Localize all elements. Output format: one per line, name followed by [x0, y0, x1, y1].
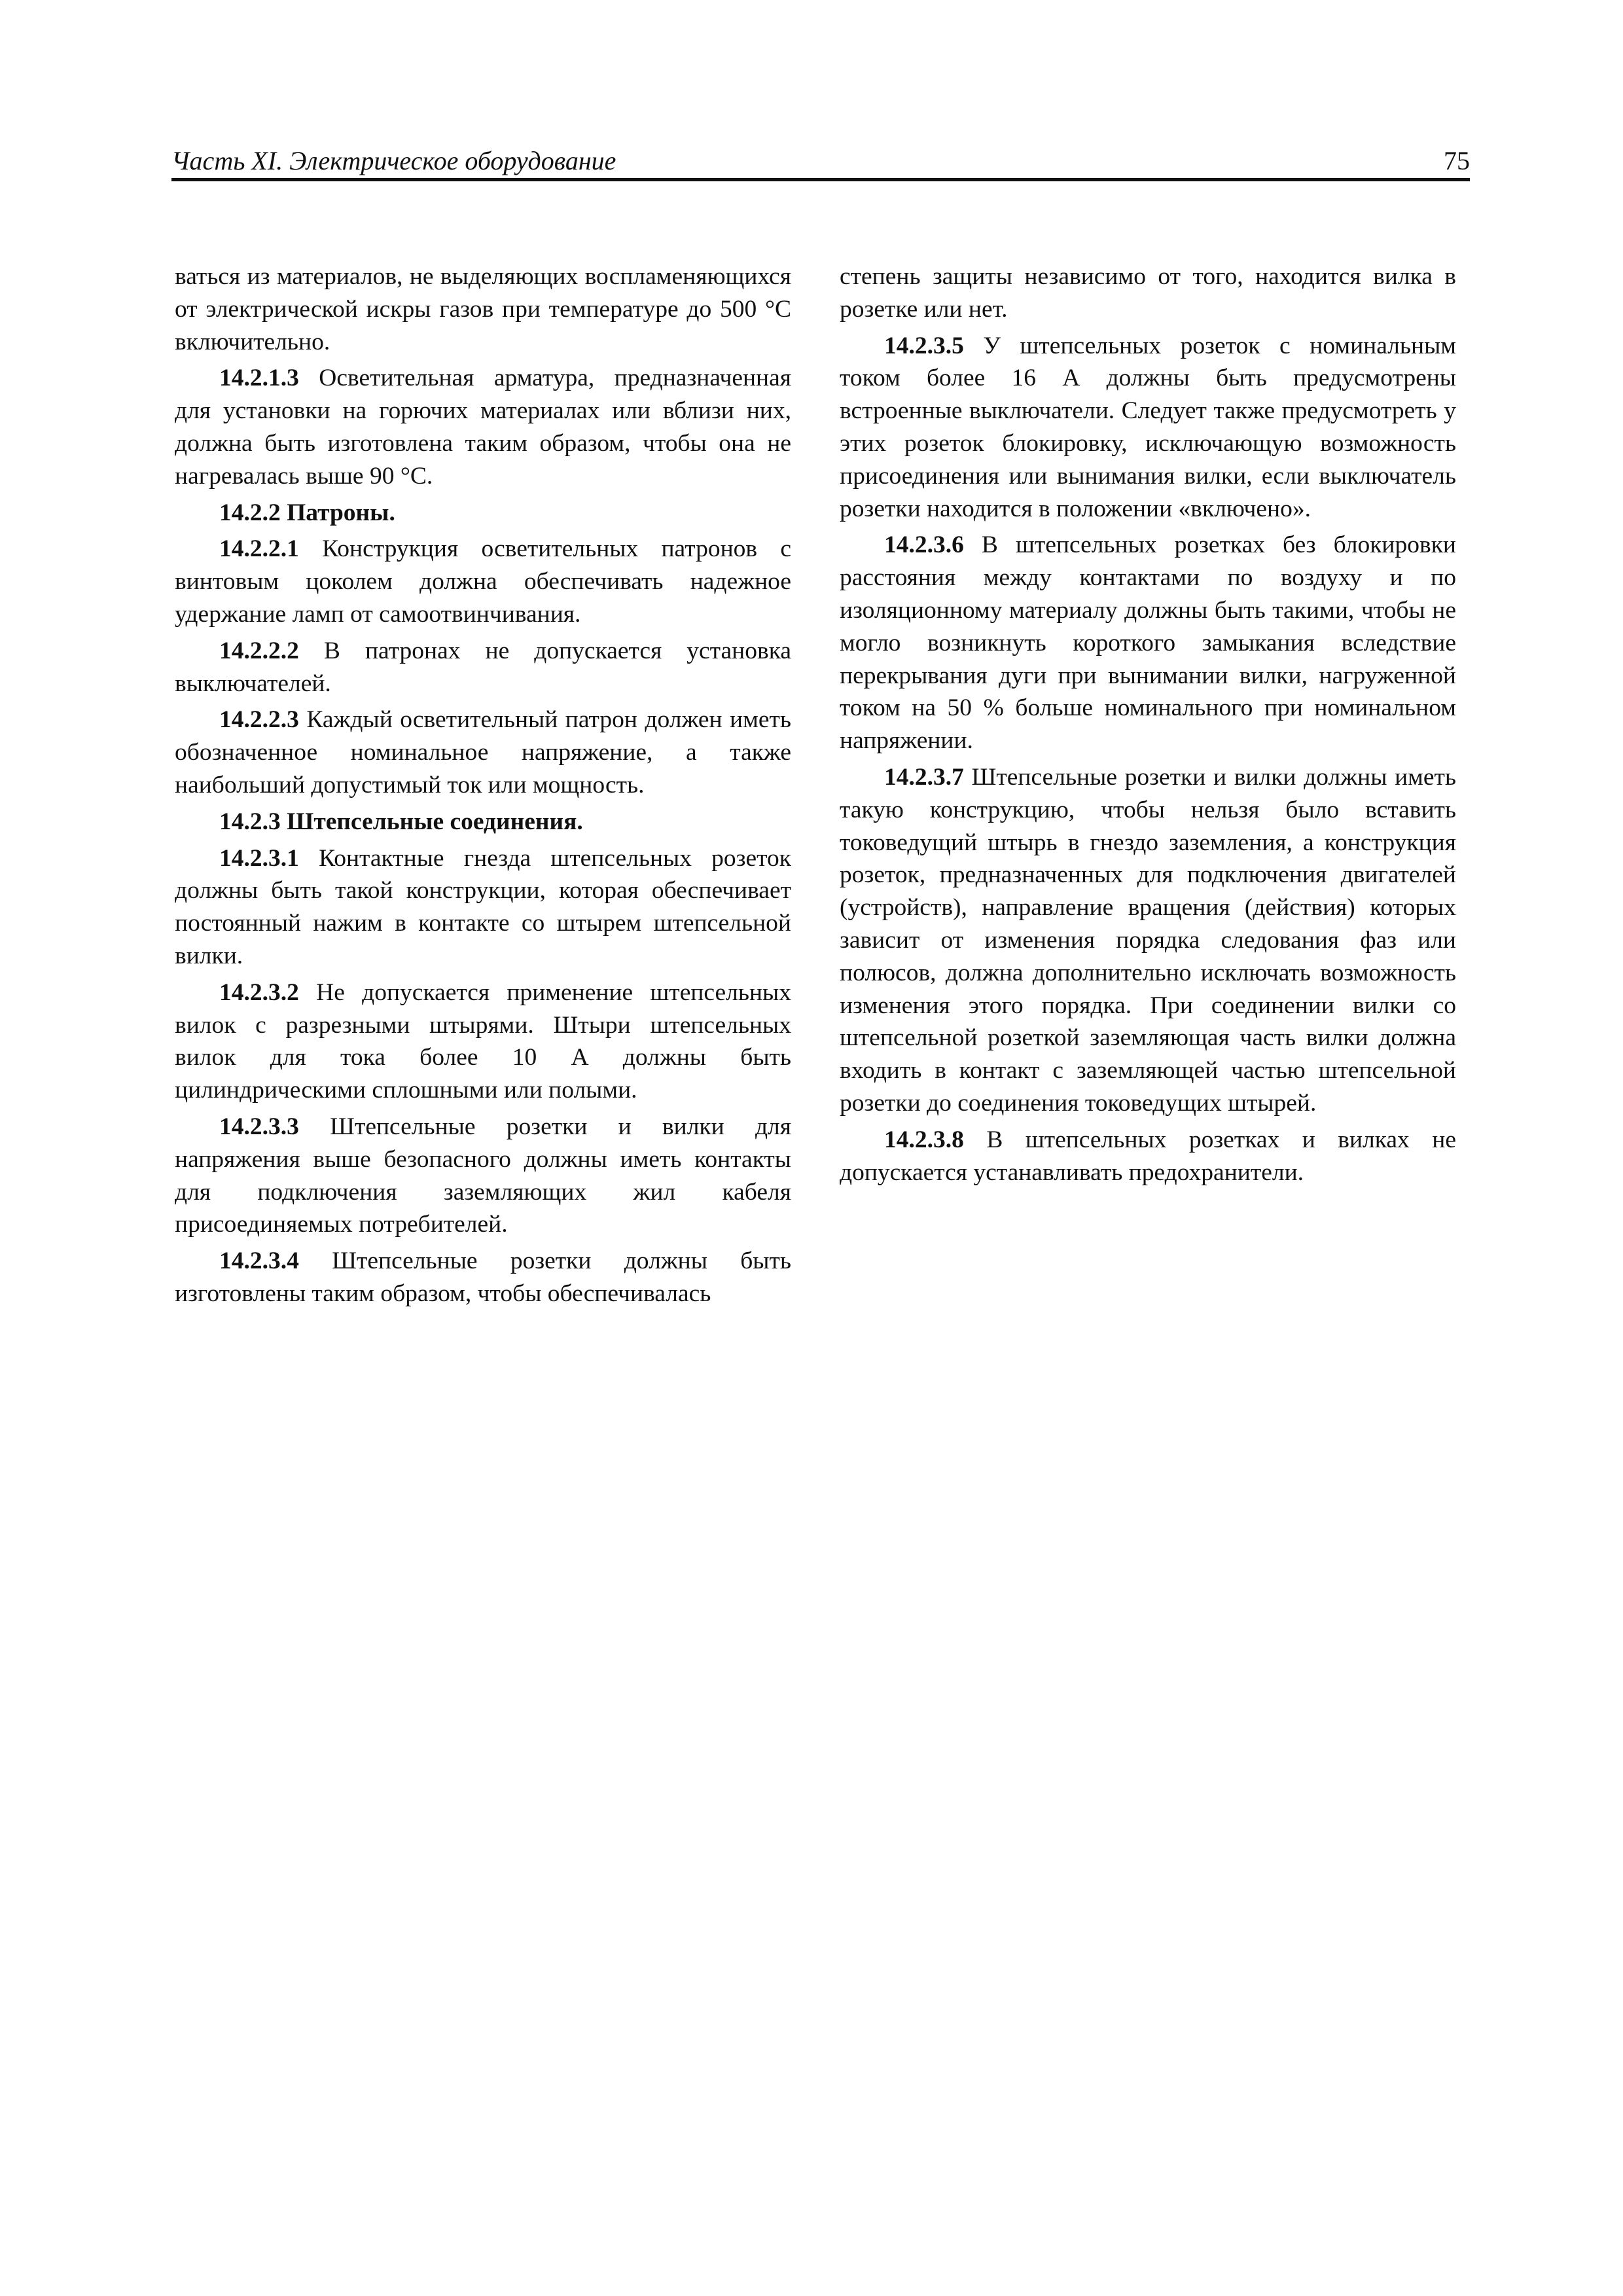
section-number: 14.2.3.2: [219, 978, 299, 1006]
paragraph-14-2-2-2: [175, 635, 791, 700]
left-column: [175, 260, 791, 1314]
section-number: 14.2.3.6: [884, 531, 964, 559]
paragraph-text: Каждый осветительный патрон должен иметь обозначенное номинальное напряжение, а также наибольший допустимый ток или мощность.: [175, 706, 791, 798]
section-heading-14-2-2: [175, 497, 791, 529]
section-heading-14-2-3: [175, 806, 791, 838]
paragraph-14-2-3-4: [175, 1245, 791, 1310]
paragraph-14-2-3-2: [175, 977, 791, 1107]
right-column: [840, 260, 1456, 1193]
section-number: 14.2.2.3: [219, 706, 299, 734]
paragraph-text: Штепсельные розетки должны быть изготовлены таким образом, чтобы обеспечивалась: [175, 1247, 791, 1307]
paragraph-text: Штепсельные розетки и вилки для напряжения выше безопасного должны иметь контакты для подключения заземляющих жил кабеля присоединяемых потребителей.: [175, 1113, 791, 1238]
paragraph-text: Штепсельные розетки и вилки должны иметь такую конструкцию, чтобы нельзя было вставить токоведущий штырь в гнездо заземления, а конструкция розеток, предназначенных для подключения двигателей (устройств), направление вращения (действия) которых зависит от изменения порядка следования фаз или полюсов, должна дополнительно исключать возможность изменения этого порядка. При соединении вилки со штепсельной розеткой заземляющая часть вилки должна входить в контакт с заземляющей частью штепсельной розетки до соединения токоведущих штырей.: [840, 763, 1456, 1117]
paragraph-14-2-3-8: [840, 1124, 1456, 1189]
paragraph: ваться из материалов, не выделяющих воспламеняющихся от электрической искры газов при температуре до 500 °С включительно.: [175, 263, 791, 355]
paragraph-14-2-2-3: [175, 704, 791, 801]
paragraph-text: В штепсельных розетках без блокировки расстояния между контактами по воздуху и по изоляционному материалу должны быть такими, чтобы не могло возникнуть короткого замыкания вследствие перекрывания дуги при вынимании вилки, нагруженной током на 50 % больше номинального при номинальном напряжении.: [840, 531, 1456, 755]
section-number: 14.2.2.2: [219, 637, 299, 664]
paragraph-text: Контактные гнезда штепсельных розеток должны быть такой конструкции, которая обеспечивает постоянный нажим в контакте со штырем штепсельной вилки.: [175, 844, 791, 969]
paragraph-14-2-3-5: [840, 330, 1456, 526]
section-title: атроны.: [306, 499, 395, 526]
paragraph-text: Не допускается применение штепсельных вилок с разрезными штырями. Штыри штепсельных вилок для тока более 10 А должны быть цилиндрическими сплошными или полыми.: [175, 978, 791, 1104]
running-header: [171, 143, 1470, 179]
section-number: 14.2.3.8: [884, 1126, 964, 1153]
header-rule: [171, 178, 1470, 181]
paragraph-14-2-2-1: [175, 533, 791, 630]
paragraph-14-2-3-3: [175, 1111, 791, 1241]
section-number: 14.2.3 Ш: [219, 808, 314, 835]
section-number: 14.2.3.4: [219, 1247, 299, 1275]
section-number: 14.2.3.7: [884, 763, 964, 791]
paragraph-14-2-3-6: [840, 529, 1456, 757]
paragraph: степень защиты независимо от того, находится вилка в розетке или нет.: [840, 263, 1456, 323]
section-number: 14.2.3.1: [219, 844, 299, 872]
page-number: 75: [1444, 146, 1470, 175]
paragraph-text: Осветительная арматура, предназначенная для установки на горючих материалах или вблизи них, должна быть изготовлена таким образом, чтобы она не нагревалась выше 90 °С.: [175, 365, 791, 490]
paragraph-14-2-1-3: [175, 362, 791, 492]
section-number: 14.2.2 П: [219, 499, 306, 526]
paragraph-14-2-3-7: [840, 761, 1456, 1120]
section-number: 14.2.3.5: [884, 332, 964, 359]
section-number: 14.2.2.1: [219, 535, 299, 563]
paragraph-text: У штепсельных розеток с номинальным током более 16 А должны быть предусмотрены встроенные выключатели. Следует также предусмотреть у этих розеток блокировку, исключающую возможность присоединения или вынимания вилки, если выключатель розетки находится в положении «включено».: [840, 332, 1456, 522]
paragraph-text: В штепсельных розетках и вилках не допускается устанавливать предохранители.: [840, 1126, 1456, 1186]
paragraph-text: Конструкция осветительных патронов с винтовым цоколем должна обеспечивать надежное удержание ламп от самоотвинчивания.: [175, 535, 791, 628]
section-number: 14.2.3.3: [219, 1113, 299, 1140]
section-number: 14.2.1.3: [219, 365, 299, 392]
running-head-title: Часть XI. Электрическое оборудование: [171, 146, 616, 175]
paragraph-14-2-3-1: [175, 842, 791, 973]
section-title: тепсельные соединения.: [313, 808, 583, 835]
paragraph-text: В патронах не допускается установка выключателей.: [175, 637, 791, 697]
